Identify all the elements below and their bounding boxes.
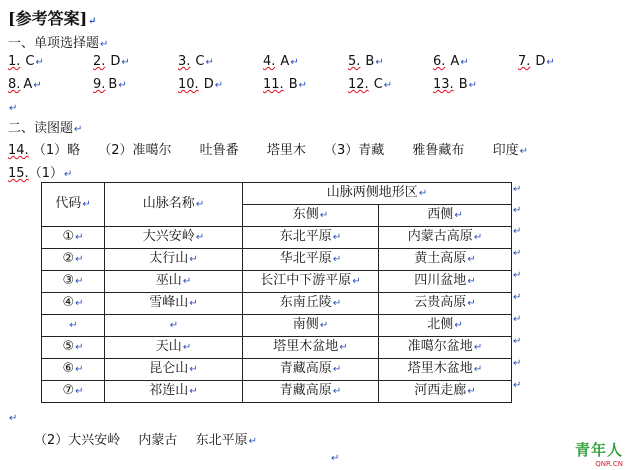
answer-item: 1. C↵ bbox=[8, 54, 44, 69]
section-map-reading-label: 二、读图题↵ bbox=[8, 121, 83, 136]
answer-item: 11. B↵ bbox=[263, 77, 307, 92]
answer-item: 4. A↵ bbox=[263, 54, 299, 69]
table-row: ⑦↵ 祁连山↵ 青藏高原↵ 河西走廊↵ bbox=[42, 381, 512, 403]
header-west: 西侧↵ bbox=[379, 205, 512, 227]
paragraph-mark-icon: ↵ bbox=[100, 39, 109, 50]
header-north: 北侧↵ bbox=[379, 315, 512, 337]
watermark-logo: 青年人 QNR.CN bbox=[574, 441, 623, 468]
table-row: ④↵ 雪峰山↵ 东南丘陵↵ 云贵高原↵ bbox=[42, 293, 512, 315]
answer-item: 8. A↵ bbox=[8, 77, 42, 92]
table-subheader-row: ↵ ↵ 南侧↵ 北侧↵ bbox=[42, 315, 512, 337]
answer-item: 7. D↵ bbox=[518, 54, 555, 69]
answer-item: 3. C↵ bbox=[178, 54, 214, 69]
table-header-row bbox=[42, 183, 512, 205]
row-end-marks: ↵ ↵ ↵ ↵ ↵ ↵ ↵ ↵ ↵ ↵ bbox=[513, 184, 522, 391]
answer-item: 2. D↵ bbox=[93, 54, 130, 69]
empty-line: ↵ bbox=[331, 453, 340, 464]
question-14-answer: 14. （1）略 （2）准噶尔 吐鲁番 塔里木 （3）青藏 雅鲁藏布 印度↵ bbox=[8, 143, 528, 158]
answer-item: 10. D↵ bbox=[178, 77, 224, 92]
paragraph-mark-icon: ↵ bbox=[88, 16, 97, 27]
answer-item: 12. C↵ bbox=[348, 77, 393, 92]
section-multiple-choice-label: 一、单项选择题↵ bbox=[8, 36, 109, 51]
answer-item: 6. A↵ bbox=[433, 54, 469, 69]
empty-line: ↵ bbox=[9, 413, 18, 424]
table-row: ③↵ 巫山↵ 长江中下游平原↵ 四川盆地↵ bbox=[42, 271, 512, 293]
table-row: ①↵ 大兴安岭↵ 东北平原↵ 内蒙古高原↵ bbox=[42, 227, 512, 249]
mountain-terrain-table bbox=[41, 182, 512, 403]
header-region: 山脉两侧地形区↵ bbox=[243, 183, 512, 205]
answer-heading: [参考答案]↵ bbox=[8, 9, 97, 28]
table-row: ⑤↵ 天山↵ 塔里木盆地↵ 准噶尔盆地↵ bbox=[42, 337, 512, 359]
header-name: 山脉名称↵ bbox=[105, 183, 243, 227]
answer-item: 9. B↵ bbox=[93, 77, 127, 92]
header-south: 南侧↵ bbox=[243, 315, 379, 337]
question-15-label: 15.（1）↵ bbox=[8, 166, 73, 181]
paragraph-mark-icon: ↵ bbox=[74, 124, 83, 135]
table-row: ②↵ 太行山↵ 华北平原↵ 黄土高原↵ bbox=[42, 249, 512, 271]
answer-item: 13. B↵ bbox=[433, 77, 477, 92]
empty-line: ↵ bbox=[9, 103, 18, 114]
header-code: 代码↵ bbox=[42, 183, 105, 227]
question-15-part-2-answer: （2）大兴安岭 内蒙古 东北平原↵ bbox=[34, 433, 257, 448]
table-row: ⑥↵ 昆仑山↵ 青藏高原↵ 塔里木盆地↵ bbox=[42, 359, 512, 381]
answer-item: 5. B↵ bbox=[348, 54, 384, 69]
header-east: 东侧↵ bbox=[243, 205, 379, 227]
